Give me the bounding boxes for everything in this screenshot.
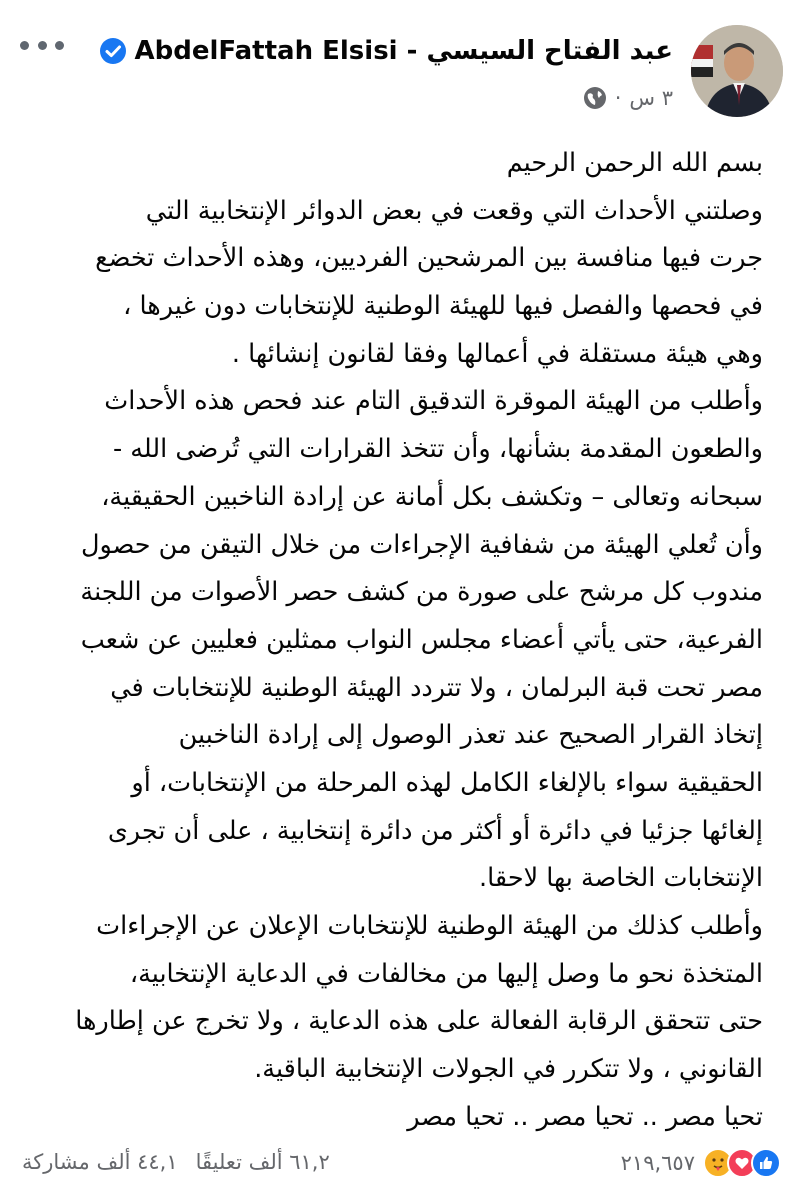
- post-text-line: والطعون المقدمة بشأنها، وأن تتخذ القرارات التي تُرضى الله -: [112, 434, 763, 465]
- post-body: [40, 140, 763, 1141]
- author-name[interactable]: AbdelFattah Elsisi - عبد الفتاح السيسي: [134, 36, 673, 66]
- avatar[interactable]: [691, 25, 783, 117]
- post-meta: [583, 86, 673, 110]
- post-text-line: بسم الله الرحمن الرحيم: [506, 148, 763, 178]
- post-text-line: وصلتني الأحداث التي وقعت في بعض الدوائر الإنتخابية التي: [145, 195, 763, 226]
- post-text-line: مندوب كل مرشح على صورة من كشف حصر الأصوات من اللجنة: [80, 577, 763, 608]
- meta-separator: ·: [614, 86, 622, 110]
- post-text-line: جرت فيها منافسة بين المرشحين الفرديين، وهذه الأحداث تخضع: [95, 243, 763, 274]
- comments-count[interactable]: ٦١,٢ ألف تعليقًا: [195, 1150, 330, 1174]
- post-text-line: وأن تُعلي الهيئة من شفافية الإجراءات من خلال التيقن من حصول: [80, 529, 763, 560]
- post-timestamp[interactable]: ٣ س: [629, 86, 673, 110]
- post-text-line: الإنتخابات الخاصة بها لاحقا.: [479, 863, 763, 894]
- post-text-line: حتى تتحقق الرقابة الفعالة على هذه الدعاية ، ولا تخرج عن إطارها: [75, 1006, 763, 1037]
- verified-badge-icon: [99, 37, 127, 65]
- post-text-line: وأطلب كذلك من الهيئة الوطنية للإنتخابات الإعلان عن الإجراءات: [96, 911, 763, 941]
- post-text-line: إتخاذ القرار الصحيح عند تعذر الوصول إلى إرادة الناخبين: [178, 720, 763, 751]
- engagement-stats: [22, 1150, 330, 1174]
- more-options-icon[interactable]: [20, 38, 64, 52]
- like-icon: [751, 1148, 781, 1178]
- author-row: [99, 36, 674, 66]
- post-footer: [0, 1140, 803, 1190]
- post-text-line: في فحصها والفصل فيها للهيئة الوطنية للإنتخابات دون غيرها ،: [123, 291, 763, 322]
- post-text-line: تحيا مصر .. تحيا مصر .. تحيا مصر: [407, 1101, 763, 1132]
- post-header: [0, 0, 803, 130]
- post-text-line: القانوني ، ولا تتكرر في الجولات الإنتخابية الباقية.: [254, 1054, 763, 1085]
- post-text-line: المتخذة نحو ما وصل إليها من مخالفات في الدعاية الإنتخابية،: [129, 958, 763, 989]
- post-text-line: سبحانه وتعالى – وتكشف بكل أمانة عن إرادة الناخبين الحقيقية،: [101, 481, 763, 512]
- globe-icon[interactable]: [583, 86, 607, 110]
- post-text-line: وهي هيئة مستقلة في أعمالها وفقا لقانون إنشائها .: [231, 338, 763, 369]
- reaction-count[interactable]: ٢١٩,٦٥٧: [620, 1151, 695, 1175]
- post-text-line: الحقيقية سواء بالإلغاء الكامل لهذه المرحلة من الإنتخابات، أو: [131, 767, 763, 798]
- post-text-line: مصر تحت قبة البرلمان ، ولا تتردد الهيئة الوطنية للإنتخابات في: [110, 672, 763, 703]
- reactions-summary[interactable]: [621, 1148, 781, 1178]
- post-text-line: الفرعية، حتى يأتي أعضاء مجلس النواب ممثلين فعليين عن شعب: [80, 624, 763, 655]
- shares-count[interactable]: ٤٤,١ ألف مشاركة: [22, 1150, 178, 1174]
- post-text-line: إلغائها جزئيا في دائرة أو أكثر من دائرة إنتخابية ، على أن تجرى: [107, 815, 763, 846]
- post-text-line: وأطلب من الهيئة الموقرة التدقيق التام عند فحص هذه الأحداث: [104, 386, 763, 417]
